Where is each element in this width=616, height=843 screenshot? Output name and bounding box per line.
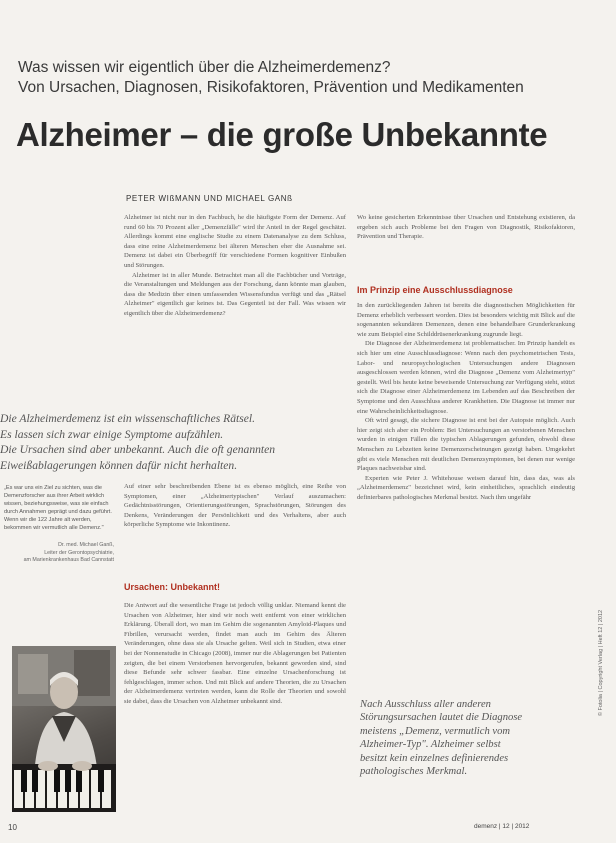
column-1-intro [124, 213, 346, 319]
pull-quote-line: besitzt kein einzelnes definierendes [360, 752, 509, 764]
column-2-body [357, 301, 575, 502]
pull-quote-line: Störungsursachen lautet die Diagnose [360, 712, 523, 724]
pull-quote-line: Die Ursachen sind aber unbekannt. Auch die oft genannten [0, 443, 276, 457]
portrait-illustration [12, 646, 116, 812]
paragraph: Alzheimer ist nicht nur in den Fachbuch, he die häufigste Form der Demenz. Auf rund 60 bis 70 Prozent aller „Demenzfälle" wird ihr Anteil in der Regel geschätzt. Allerdings kommt eine englische Studie zu einem Datenanalyse zu dem Schluss, dass eine reine Alzheimerdemenz bei älteren Menschen eher die Ausnahme sei. Demenz ist dabei ein Überbegriff für verschiedene Formen kognitiver Einbußen und Störungen. [124, 214, 346, 269]
source-line: Leiter der Gerontopsychiatrie, [44, 549, 114, 556]
subheading-ausschlussdiagnose: Im Prinzip eine Ausschlussdiagnose [357, 285, 513, 295]
kicker-line-1: Was wissen wir eigentlich über die Alzheimerdemenz? [18, 59, 391, 76]
source-line: Dr. med. Michael Ganß, [58, 542, 114, 548]
portrait-photo [12, 646, 116, 812]
pull-quote-1 [0, 411, 350, 473]
article-title: Alzheimer – die große Unbekannte [16, 116, 548, 153]
paragraph: Experten wie Peter J. Whitehouse weisen darauf hin, dass das, was als „Alzheimerdemenz" bezeichnet wird, kein einheitliches, sprachlich eindeutig definierbares pathologisches Merkmal besitzt. Nach ihm ungefähr [357, 474, 575, 501]
paragraph: Oft wird gesagt, die sichere Diagnose ist erst bei der Autopsie möglich. Auch hier zeigt sich aber ein Problem: Bei Untersuchungen an verstorbenen Menschen wurden in einigen Fällen die typischen Ablagerungen gefunden, obwohl diese Menschen zu Lebzeiten keine Demenzerscheinungen gezeigt haben. Umgekehrt gibt es viele Menschen mit deutlichen Demenzsymptomen, bei denen nur wenige Plaques nachweisbar sind. [357, 417, 575, 473]
paragraph: Alzheimer ist in aller Munde. Betrachtet man all die Fachbücher und Vorträge, die Veranstaltungen und Meldungen aus der Forschung, dann könnte man glauben, dass die Medizin über einen umfassenden Wissensfundus verfügt und das „Rätsel Alzheimer" eigentlich gar keines ist. Das Gegenteil ist der Fall. Was wissen wir eigentlich über die Alzheimerdemenz? [124, 271, 346, 317]
kicker [18, 58, 608, 98]
pull-quote-line: meistens „Demenz, vermutlich vom [360, 725, 511, 737]
side-quote-source [4, 542, 114, 565]
pull-quote-line: Alzheimer-Typ". Alzheimer selbst [360, 739, 501, 751]
issue-info: demenz | 12 | 2012 [474, 823, 530, 830]
pull-quote-line: Die Alzheimerdemenz ist ein wissenschaftliches Rätsel. [0, 412, 256, 425]
pull-quote-2 [360, 698, 578, 778]
side-quote: „Es war uns ein Ziel zu sichten, was die Demenzforscher aus ihrer Arbeit wirklich wissen, beziehungsweise, was sie einfach durch Annahmen geprägt und dazu geführt. Wenn wir die 122 Jahre alt werden, bekommen wir vermutlich alle Demenz." [4, 485, 112, 531]
column-1-lower [124, 482, 346, 530]
pull-quote-line: Eiweißablagerungen können dafür nicht herhalten. [0, 458, 238, 472]
paragraph: Auf einer sehr beschreibenden Ebene ist es ebenso möglich, eine Reihe von Symptomen, einer „Alzheimertypischen" Verlauf auszumachen: Gedächtnisstörungen, Orientierungsstörungen, Sprachstörungen, Störungen des Denkens, Veränderungen der Persönlichkeit und des Verhaltens, aber auch körperliche Symptome wie Inkontinenz. [124, 483, 346, 529]
paragraph: Die Antwort auf die wesentliche Frage ist jedoch völlig unklar. Niemand kennt die Ursachen von Alzheimer, hier sind wir noch weit entfernt von einer wirklichen Erklärung. Überall dort, wo man im Gehirn die sogenannten Amyloid-Plaques und Fibrillen, verursacht werden, findet man auch im Gehirn des Älteren Veränderungen, ohne dass sie als Ursache gelten. Weil sich in Studien, etwa einer bei der Nonnenstudie in Chicago (2008), immer nur die Ablagerungen bei Patienten zeigten, die bei einem Verstorbenen hervorgerufen, bekannt geworden sind, sind diese Befunde sehr schwer fassbar. Eine einzelne Ursachenforschung ist fehlgeschlagen, immer schon. Und mit Blick auf andere Theorien, die zu Ursachen der Alzheimerdemenz vertreten werden, kann die Rolle der Theorien und sowohl sie dabei, dass die Ursachen von Alzheimer unbekannt sind. [124, 602, 346, 705]
side-credit [596, 500, 606, 830]
pull-quote-line: Es lassen sich zwar einige Symptome aufzählen. [0, 427, 224, 441]
column-2-intro [357, 213, 575, 242]
side-credit-text: © Fotolia | Copyright Verlag | Heft 12 | 2012 [598, 609, 604, 717]
paragraph: Die Diagnose der Alzheimerdemenz ist problematischer. Im Prinzip handelt es sich hier um eine Ausschlussdiagnose: Wenn nach den psychometrischen Tests, Labor- und neuropsychologischen Untersuchungen andere Diagnosen ausgeschlossen werden können, wird die Diagnose „Demenz vom Alzheimertyp" gestellt. Weil bis heute keine beweisende Untersuchung zur Verfügung steht, stützt sich die Diagnose einer Alzheimerdemenz im Lebenden auf das Beschreiben der Symptome und den Ausschluss anderer Krankheiten. Die Diagnose ist immer nur eine Wahrscheinlichkeitsdiagnose. [357, 340, 575, 415]
authors: PETER WIßMANN UND MICHAEL GANß [126, 194, 293, 203]
paragraph: In den zurückliegenden Jahren ist bereits die diagnostischen Möglichkeiten für Demenz erheblich verbessert worden. Dies ist besonders wichtig mit Blick auf die sogenannten sekundären Demenzen, denen eine behandelbare Grunderkrankung wie zum Beispiel eine Schilddrüsenerkrankung zugrunde liegt. [357, 302, 575, 338]
pull-quote-line: pathologisches Merkmal. [360, 766, 468, 778]
pull-quote-line: Nach Ausschluss aller anderen [360, 699, 491, 710]
paragraph: Wo keine gesicherten Erkenntnisse über Ursachen und Entstehung existieren, da ergeben sich auch Probleme bei den Fragen von Diagnostik, Risikofaktoren, Prävention und Therapie. [357, 214, 575, 241]
kicker-line-2: Von Ursachen, Diagnosen, Risikofaktoren, Prävention und Medikamenten [18, 79, 524, 96]
page-number: 10 [8, 823, 17, 832]
subheading-ursachen: Ursachen: Unbekannt! [124, 582, 221, 592]
source-line: am Marienkrankenhaus Bad Cannstatt [23, 557, 114, 564]
column-1-ursachen [124, 601, 346, 707]
